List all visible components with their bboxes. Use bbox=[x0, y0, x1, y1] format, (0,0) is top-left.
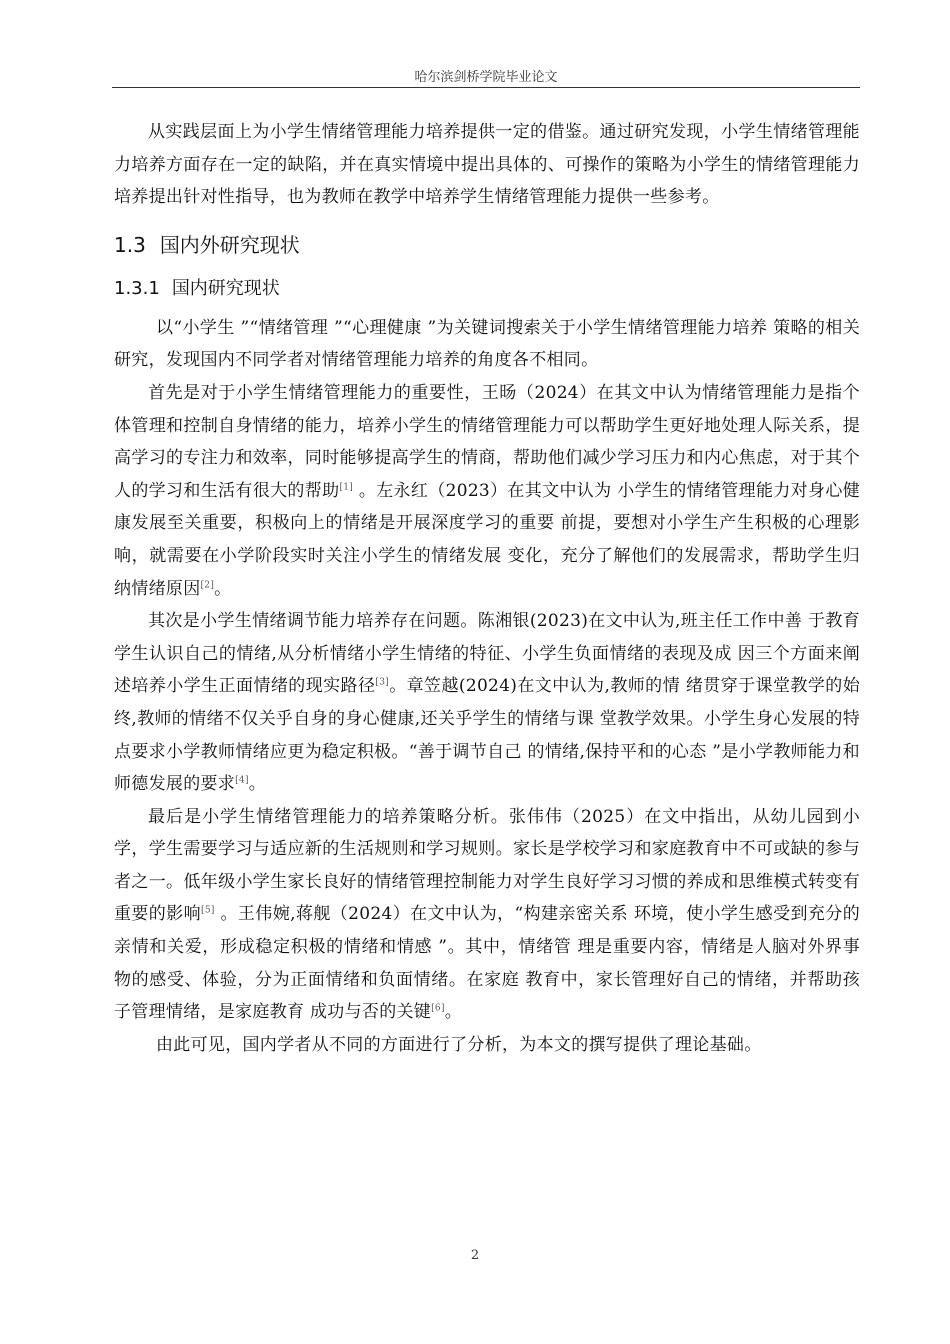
paragraph-text: 最后是小学生情绪管理能力的培养策略分析。张伟伟（2025）在文中指出，从幼儿园到小学，学生需要学习与适应新的生活规则和学习规则。家长是学校学习和家庭教育中不可或缺的参与者之一。低年级小学生家长良好的情绪管理控制能力对学生良好学习习惯的养成和思维模式转变有重要的影响 bbox=[114, 806, 860, 925]
citation-ref: [3] bbox=[375, 677, 390, 688]
paragraph-text: 。章笠越(2024)在文中认为,教师的情 绪贯穿于课堂教学的始终,教师的情绪不仅关乎自身的身心健康,还关乎学生的情绪与课 堂教学效果。小学生身心发展的特点要求小学教师情绪应更为稳定积极。“善于调节自己 的情绪,保持平和的心态 ”是小学教师能力和师德发展的要求 bbox=[114, 676, 860, 795]
paragraph-text: 。 bbox=[248, 774, 267, 795]
subsection-heading bbox=[114, 272, 860, 306]
paragraph-text: 其次是小学生情绪调节能力培养存在问题。陈湘银(2023)在文中认为,班主任工作中善 于教育学生认识自己的情绪,从分析情绪小学生情绪的特征、小学生负面情绪的表现及成 因三个方面来阐述培养小学生正面情绪的现实路径 bbox=[114, 611, 860, 697]
citation-ref: [6] bbox=[431, 1003, 445, 1014]
subsection-title: 国内研究现状 bbox=[171, 277, 280, 299]
paragraph-keywords: 以“小学生 ”“情绪管理 ”“心理健康 ”为关键词搜索关于小学生情绪管理能力培养 策略的相关研究，发现国内不同学者对情绪管理能力培养的角度各不相同。 bbox=[114, 317, 860, 371]
paragraph-text: 。左永红（2023）在其文中认为 小学生的情绪管理能力对身心健康发展至关重要，积极向上的情绪是开展深度学习的重要 前提，要想对小学生产生积极的心理影响，就需要在小学阶段实时关注小学生的情绪发展 变化，充分了解他们的发展需求，帮助学生归纳情绪原因 bbox=[114, 480, 861, 599]
paragraph-problems bbox=[114, 605, 860, 801]
paragraph-text: 。王伟婉,蒋舰（2024）在文中认为，“构建亲密关系 环境，使小学生感受到充分的亲情和关爱，形成稳定积极的情绪和情感 ”。其中，情绪管 理是重要内容，情绪是人脑对外界事物的感受、体验，分为正面情绪和负面情绪。在家庭 教育中，家长管理好自己的情绪，并帮助孩子管理情绪，是家庭教育 成功与否的关键 bbox=[114, 904, 861, 1023]
citation-ref: [1] bbox=[339, 482, 354, 493]
header-divider bbox=[112, 87, 860, 88]
paragraph-text: 。 bbox=[444, 1002, 463, 1023]
paragraph-conclusion: 由此可见，国内学者从不同的方面进行了分析，为本文的撰写提供了理论基础。 bbox=[156, 1034, 762, 1055]
citation-ref: [2] bbox=[200, 579, 215, 590]
page-body bbox=[114, 116, 860, 1061]
section-number: 1.3 bbox=[114, 232, 146, 257]
citation-ref: [5] bbox=[201, 905, 215, 916]
section-heading bbox=[114, 228, 860, 262]
citation-ref: [4] bbox=[235, 775, 249, 786]
page-number: 2 bbox=[470, 1248, 480, 1263]
section-title: 国内外研究现状 bbox=[159, 232, 300, 257]
paragraph-importance bbox=[114, 377, 860, 605]
page-header: 哈尔滨剑桥学院毕业论文 bbox=[414, 70, 558, 85]
subsection-number: 1.3.1 bbox=[114, 277, 160, 299]
paragraph-strategies bbox=[114, 801, 860, 1029]
intro-paragraph: 从实践层面上为小学生情绪管理能力培养提供一定的借鉴。通过研究发现，小学生情绪管理能力培养方面存在一定的缺陷，并在真实情境中提出具体的、可操作的策略为小学生的情绪管理能力培养提出针对性指导，也为教师在教学中培养学生情绪管理能力提供一些参考。 bbox=[114, 122, 860, 208]
paragraph-text: 首先是对于小学生情绪管理能力的重要性，王旸（2024）在其文中认为情绪管理能力是指个体管理和控制自身情绪的能力，培养小学生的情绪管理能力可以帮助学生更好地处理人际关系，提高学习的专注力和效率，同时能够提高学生的情商，帮助他们减少学习压力和内心焦虑，对于其个人的学习和生活有很大的帮助 bbox=[114, 382, 860, 501]
paragraph-text: 。 bbox=[214, 578, 232, 599]
